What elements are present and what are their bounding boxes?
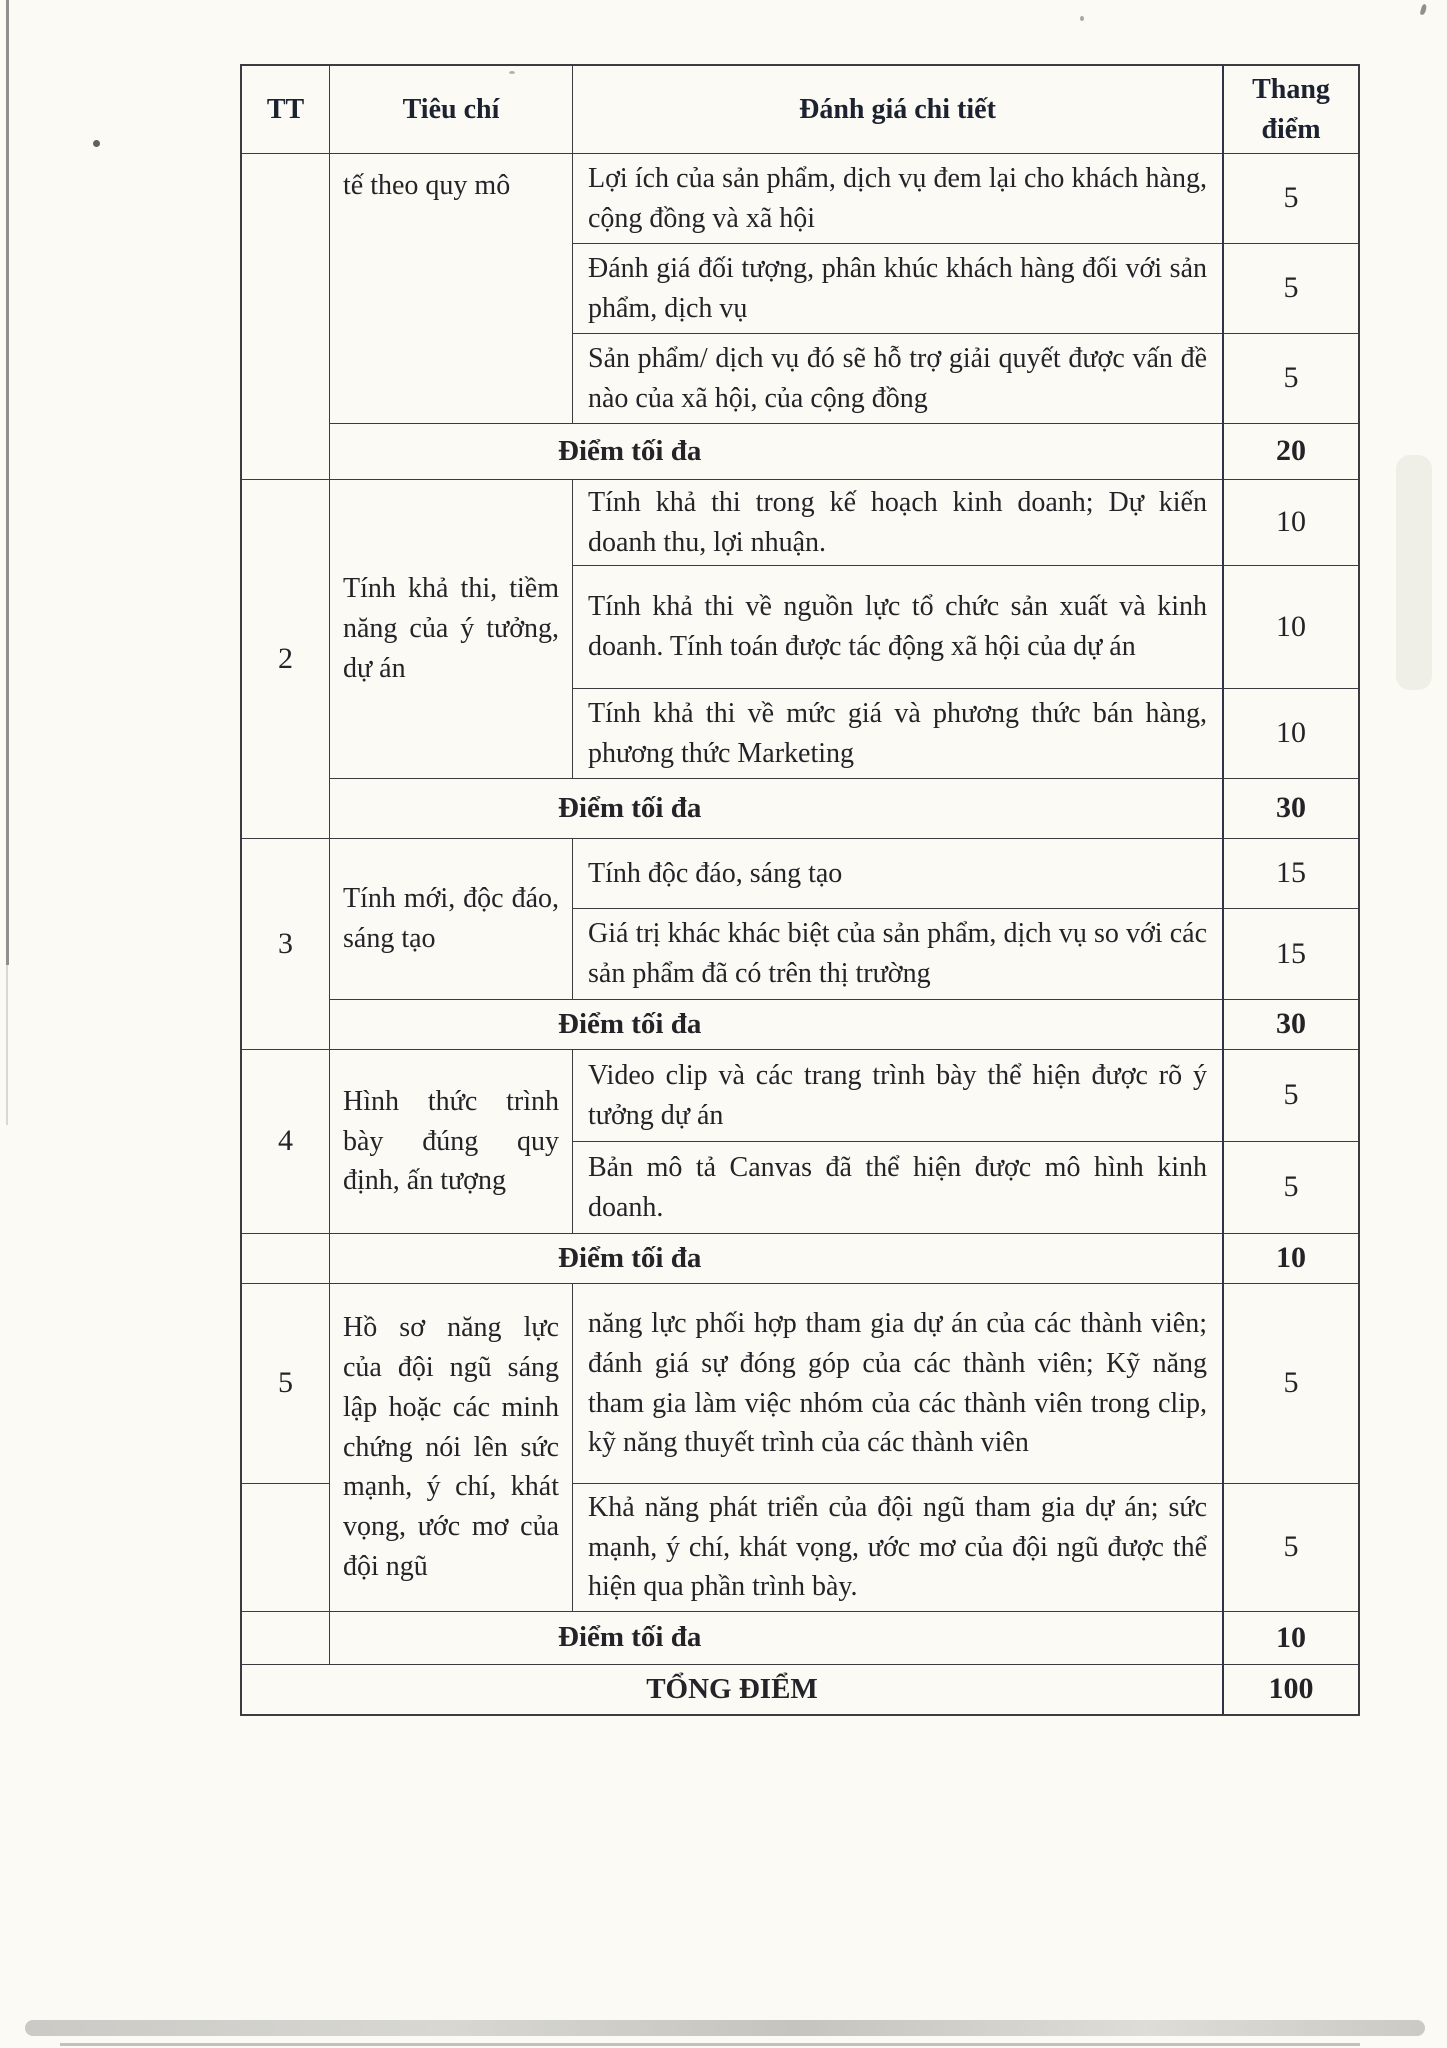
criteria-group2: Tính khả thi, tiềm năng của ý tưởng, dự án [330, 480, 573, 779]
score-cell: 5 [1224, 334, 1358, 424]
tt-cell-group4: 4 [242, 1050, 330, 1234]
scan-artifact-bottom-line [60, 2043, 1360, 2046]
scan-artifact-speck [1420, 4, 1428, 16]
tt-cell-empty [242, 1612, 330, 1665]
max-score-label: Điểm tối đa [330, 1234, 1224, 1284]
criteria-group3: Tính mới, độc đáo, sáng tạo [330, 839, 573, 1000]
score-cell: 10 [1224, 566, 1358, 689]
score-cell: 5 [1224, 1284, 1358, 1484]
detail-cell: Tính khả thi trong kế hoạch kinh doanh; Dự kiến doanh thu, lợi nhuận. [573, 480, 1224, 566]
col-header-criteria: Tiêu chí [330, 66, 573, 154]
detail-cell: năng lực phối hợp tham gia dự án của các thành viên; đánh giá sự đóng góp của các thành viên; Kỹ năng tham gia làm việc nhóm của các thành viên trong clip, kỹ năng thuyết trình của các thành viên [573, 1284, 1224, 1484]
scan-artifact-left-line [6, 0, 9, 965]
score-cell: 5 [1224, 244, 1358, 334]
detail-cell: Video clip và các trang trình bày thể hiện được rõ ý tưởng dự án [573, 1050, 1224, 1142]
scan-artifact-smudge [1396, 455, 1432, 690]
detail-cell: Sản phẩm/ dịch vụ đó sẽ hỗ trợ giải quyết được vấn đề nào của xã hội, của cộng đồng [573, 334, 1224, 424]
total-score-value: 100 [1268, 1672, 1314, 1706]
scoring-table [240, 64, 1360, 1716]
col-header-detail: Đánh giá chi tiết [573, 66, 1224, 154]
col-header-scale: Thang điểm [1224, 66, 1358, 154]
score-cell: 10 [1224, 689, 1358, 779]
score-cell: 15 [1224, 909, 1358, 1000]
criteria-group1: tế theo quy mô [330, 154, 573, 424]
max-score-value: 30 [1224, 1000, 1358, 1050]
max-score-value: 10 [1224, 1612, 1358, 1665]
score-cell: 5 [1224, 1050, 1358, 1142]
max-score-label: Điểm tối đa [330, 779, 1224, 839]
tt-cell-group2: 2 [242, 480, 330, 839]
total-score-label: TỔNG ĐIỂM [242, 1665, 1224, 1714]
detail-cell: Tính độc đáo, sáng tạo [573, 839, 1224, 909]
score-cell: 5 [1224, 154, 1358, 244]
detail-cell: Bản mô tả Canvas đã thể hiện được mô hình kinh doanh. [573, 1142, 1224, 1234]
scan-artifact-dot [93, 140, 100, 147]
col-header-tt: TT [242, 66, 330, 154]
max-score-value: 10 [1224, 1234, 1358, 1284]
score-cell: 15 [1224, 839, 1358, 909]
max-score-value: 20 [1224, 424, 1358, 480]
max-score-label: Điểm tối đa [330, 1000, 1224, 1050]
tt-cell-group3: 3 [242, 839, 330, 1050]
max-score-value: 30 [1224, 779, 1358, 839]
detail-cell: Tính khả thi về nguồn lực tổ chức sản xuất và kinh doanh. Tính toán được tác động xã hội của dự án [573, 566, 1224, 689]
scan-artifact-bottom-smudge [25, 2020, 1425, 2036]
max-score-label: Điểm tối đa [330, 1612, 1224, 1665]
tt-cell-group1 [242, 154, 330, 480]
detail-cell: Đánh giá đối tượng, phân khúc khách hàng đối với sản phẩm, dịch vụ [573, 244, 1224, 334]
tt-cell-empty [242, 1234, 330, 1284]
tt-cell-group5: 5 [242, 1284, 330, 1484]
score-cell: 5 [1224, 1484, 1358, 1612]
detail-cell: Khả năng phát triển của đội ngũ tham gia dự án; sức mạnh, ý chí, khát vọng, ước mơ của đội ngũ được thể hiện qua phần trình bày. [573, 1484, 1224, 1612]
detail-cell: Lợi ích của sản phẩm, dịch vụ đem lại cho khách hàng, cộng đồng và xã hội [573, 154, 1224, 244]
tt-cell-empty [242, 1484, 330, 1612]
scan-artifact-left-line-faint [6, 965, 8, 1125]
score-cell: 5 [1224, 1142, 1358, 1234]
score-cell: 10 [1224, 480, 1358, 566]
scan-artifact-dot [1080, 16, 1084, 21]
detail-cell: Tính khả thi về mức giá và phương thức bán hàng, phương thức Marketing [573, 689, 1224, 779]
detail-cell: Giá trị khác khác biệt của sản phẩm, dịch vụ so với các sản phẩm đã có trên thị trường [573, 909, 1224, 1000]
criteria-group5: Hồ sơ năng lực của đội ngũ sáng lập hoặc các minh chứng nói lên sức mạnh, ý chí, khát vọng, ước mơ của đội ngũ [330, 1284, 573, 1612]
criteria-group4: Hình thức trình bày đúng quy định, ấn tượng [330, 1050, 573, 1234]
max-score-label: Điểm tối đa [330, 424, 1224, 480]
